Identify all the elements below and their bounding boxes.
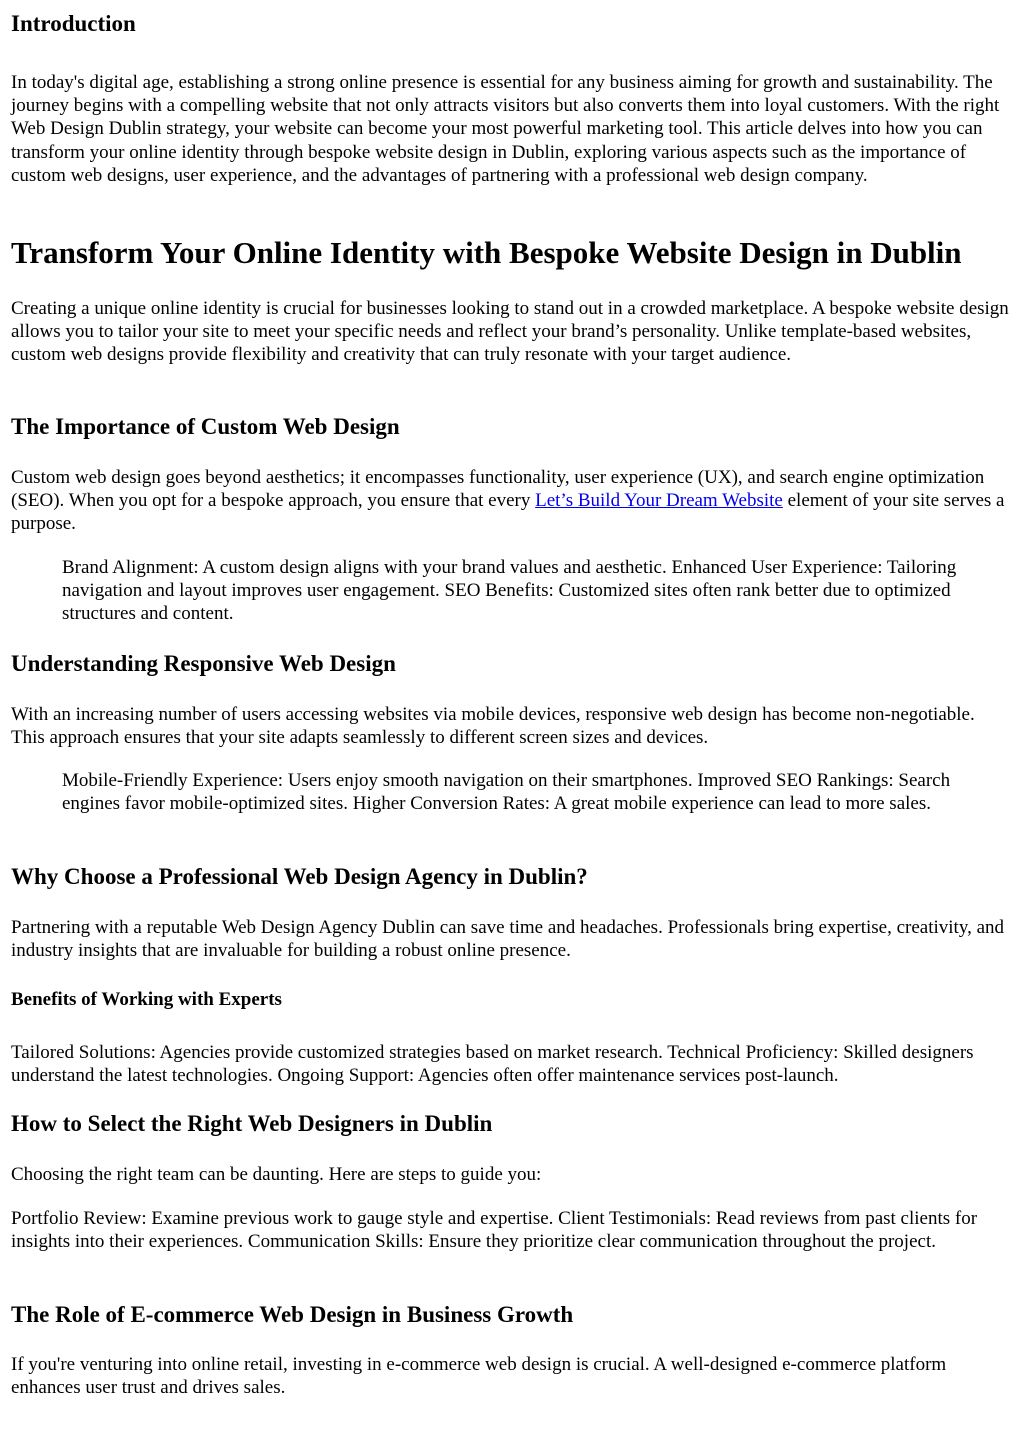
importance-text-after-link: element of your site serves a purpose. <box>11 490 1005 535</box>
experts-heading: Benefits of Working with Experts <box>11 989 282 1010</box>
agency-paragraph: Partnering with a reputable Web Design Agency Dublin can save time and headaches. Professionals bring expertise, creativity, and industry insights that are invaluable for building a robust online presence. <box>11 917 1005 962</box>
importance-text-before-link: Custom web design goes beyond aesthetics; it encompasses functionality, user experience (UX), and search engine optimization (SEO). When you opt for a bespoke approach, you ensure that every <box>11 467 985 512</box>
intro-heading: Introduction <box>11 11 136 36</box>
dream-website-link[interactable]: Let’s Build Your Dream Website <box>535 490 783 512</box>
importance-heading: The Importance of Custom Web Design <box>11 414 400 439</box>
importance-paragraph <box>11 466 1010 536</box>
importance-list: Brand Alignment: A custom design aligns with your brand values and aesthetic. Enhanced User Experience: Tailoring navigation and layout improves user engagement. SEO Benefits: Customized sites often rank better due to optimized structures and content. <box>62 557 957 625</box>
ecommerce-paragraph: If you're venturing into online retail, investing in e-commerce web design is crucial. A well-designed e-commerce platform enhances user trust and drives sales. <box>11 1354 947 1399</box>
agency-heading: Why Choose a Professional Web Design Agency in Dublin? <box>11 864 588 889</box>
responsive-paragraph: With an increasing number of users accessing websites via mobile devices, responsive web design has become non-negotiable. This approach ensures that your site adapts seamlessly to different screen sizes and devices. <box>11 704 975 749</box>
select-intro-paragraph: Choosing the right team can be daunting. Here are steps to guide you: <box>11 1164 542 1185</box>
intro-paragraph: In today's digital age, establishing a strong online presence is essential for any business aiming for growth and sustainability. The journey begins with a compelling website that not only attracts visitors but also converts them into loyal customers. With the right Web Design Dublin strategy, your website can become your most powerful marketing tool. This article delves into how you can transform your online identity through bespoke website design in Dublin, exploring various aspects such as the importance of custom web designs, user experience, and the advantages of partnering with a professional web design company. <box>11 72 1000 186</box>
transform-paragraph: Creating a unique online identity is crucial for businesses looking to stand out in a crowded marketplace. A bespoke website design allows you to tailor your site to meet your specific needs and reflect your brand’s personality. Unlike template-based websites, custom web designs provide flexibility and creativity that can truly resonate with your target audience. <box>11 298 1009 366</box>
select-steps-paragraph: Portfolio Review: Examine previous work to gauge style and expertise. Client Testimonials: Read reviews from past clients for insights into their experiences. Communication Skills: Ensure they prioritize clear communication throughout the project. <box>11 1208 978 1253</box>
responsive-list: Mobile-Friendly Experience: Users enjoy smooth navigation on their smartphones. Improved SEO Rankings: Search engines favor mobile-optimized sites. Higher Conversion Rates: A great mobile experience can lead to more sales. <box>62 770 951 815</box>
experts-paragraph: Tailored Solutions: Agencies provide customized strategies based on market research. Technical Proficiency: Skilled designers understand the latest technologies. Ongoing Support: Agencies often offer maintenance services post-launch. <box>11 1042 974 1087</box>
ecommerce-heading: The Role of E-commerce Web Design in Business Growth <box>11 1302 574 1327</box>
select-heading: How to Select the Right Web Designers in Dublin <box>11 1111 493 1136</box>
transform-heading: Transform Your Online Identity with Bespoke Website Design in Dublin <box>11 235 962 270</box>
responsive-heading: Understanding Responsive Web Design <box>11 651 396 676</box>
